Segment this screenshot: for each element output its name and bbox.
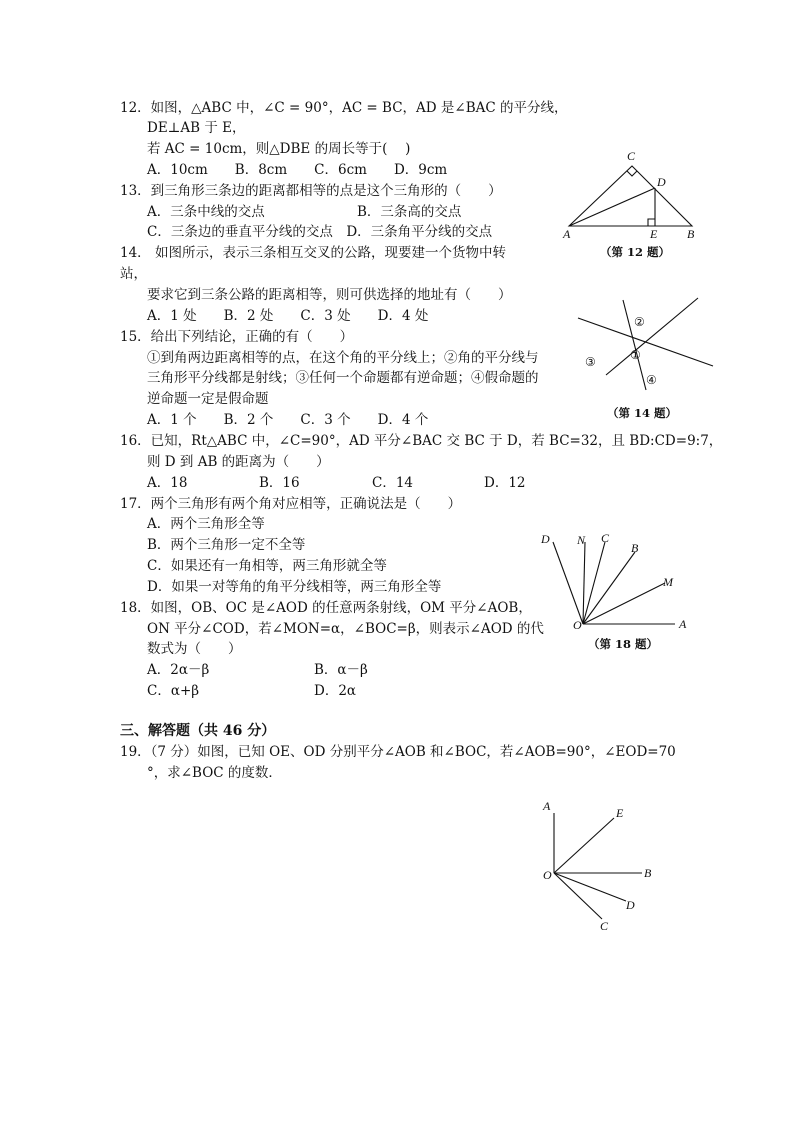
q17-option-b: B．两个三角形一定不全等 [147,537,306,553]
q13-line-1: 13．到三角形三条边的距离都相等的点是这个三角形的（ ） [120,183,502,199]
figure-18-caption: （第 18 题） [588,637,659,651]
q18-line-2: ON 平分∠COD，若∠MON=α，∠BOC=β，则表示∠AOD 的代 [147,621,544,637]
label-m: M [663,575,673,589]
q18-option-a: A．2α－β [147,662,210,678]
ray-od [554,873,626,901]
ray-on [583,542,585,624]
figure-12 [555,140,715,245]
q14-line-1: 14． 如图所示，表示三条相互交叉的公路，现要建一个货物中转 [120,245,506,261]
q15-line-2: ①到角两边距离相等的点，在这个角的平分线上；②角的平分线与 [147,350,539,366]
q12-options: A．10cm B．8cm C．6cm D．9cm [147,162,448,178]
label-c: C [627,149,636,163]
q12-line-1: 12．如图，△ABC 中，∠C = 90°，AC = BC，AD 是∠BAC 的平分线， [120,100,568,116]
figure-14-caption: （第 14 题） [607,406,678,420]
q14-options: A．1 处 B．2 处 C．3 处 D．4 处 [147,308,429,324]
q15-line-4: 逆命题一定是假命题 [147,391,269,407]
ray-ob [583,552,635,624]
q16-option-b: B．16 [259,475,300,491]
region-2-label: ② [634,315,645,329]
right-angle-mark-e [648,219,655,226]
section-heading: 三、解答题（共 46 分） [120,723,276,739]
label-e: E [650,227,658,241]
road-line-2 [606,298,698,375]
q15-options: A．1 个 B．2 个 C．3 个 D．4 个 [147,412,429,428]
label-b: B [687,227,695,241]
q12-line-2: DE⊥AB 于 E， [147,120,246,136]
q16-line-1: 16．已知，Rt△ABC 中，∠C=90°，AD 平分∠BAC 交 BC 于 D，若 BC=32，且 BD:CD=9:7， [120,433,723,449]
label-b: B [631,541,639,555]
q15-line-1: 15．给出下列结论，正确的有（ ） [120,329,354,345]
q18-option-c: C．α+β [147,683,200,699]
q19-line-2: °，求∠BOC 的度数． [147,765,282,781]
q14-line-3: 要求它到三条公路的距离相等，则可供选择的地址有（ ） [147,287,512,303]
label-c: C [601,531,610,545]
q16-line-2: 则 D 到 AB 的距离为（ ） [147,454,330,470]
label-o: O [573,618,582,632]
q18-option-d: D．2α [314,683,357,699]
segment-ad [569,188,655,226]
q19-line-1: 19．（7 分）如图，已知 OE、OD 分别平分∠AOB 和∠BOC，若∠AOB=90°，∠EOD=70 [120,744,676,760]
region-3-label: ③ [585,355,596,369]
right-angle-mark-c [627,171,637,176]
label-o: O [543,868,552,882]
q18-option-b: B．α－β [314,662,368,678]
region-1-label: ① [630,348,641,362]
region-4-label: ④ [646,373,657,387]
label-a: A [563,227,571,241]
q17-option-d: D．如果一对等角的角平分线相等，两三角形全等 [147,579,442,595]
label-e: E [616,806,624,820]
ray-om [583,583,665,624]
label-c: C [600,919,609,933]
q15-line-3: 三角形平分线都是射线；③任何一个命题都有逆命题；④假命题的 [147,370,539,386]
q13-option-a: A．三条中线的交点 [147,204,265,220]
label-d: D [626,898,635,912]
q16-option-c: C．14 [372,475,414,491]
q17-option-a: A．两个三角形全等 [147,516,265,532]
ray-oc [554,873,602,919]
figure-14 [568,292,728,402]
label-n: N [577,533,586,547]
label-a: A [679,617,687,631]
label-d: D [541,532,550,546]
figure-19 [530,795,670,935]
ray-oe [554,818,614,873]
q13-options-cd: C．三条边的垂直平分线的交点 D．三条角平分线的交点 [147,224,493,240]
q12-line-3: 若 AC = 10cm，则△DBE 的周长等于( ) [147,141,411,157]
q16-option-a: A．18 [147,475,188,491]
q14-line-2: 站， [120,266,147,282]
ray-od [553,542,583,624]
label-b: B [644,866,652,880]
q13-option-b: B．三条高的交点 [357,204,462,220]
q18-line-3: 数式为（ ） [147,641,242,657]
label-a: A [543,799,551,813]
q18-line-1: 18．如图，OB、OC 是∠AOD 的任意两条射线，OM 平分∠AOB， [120,600,532,616]
figure-18 [535,528,695,638]
figure-12-caption: （第 12 题） [600,245,671,259]
q16-option-d: D．12 [484,475,526,491]
q17-option-c: C．如果还有一角相等，两三角形就全等 [147,558,387,574]
ray-oc [583,542,605,624]
label-d: D [657,175,666,189]
q17-line-1: 17．两个三角形有两个角对应相等，正确说法是（ ） [120,496,462,512]
